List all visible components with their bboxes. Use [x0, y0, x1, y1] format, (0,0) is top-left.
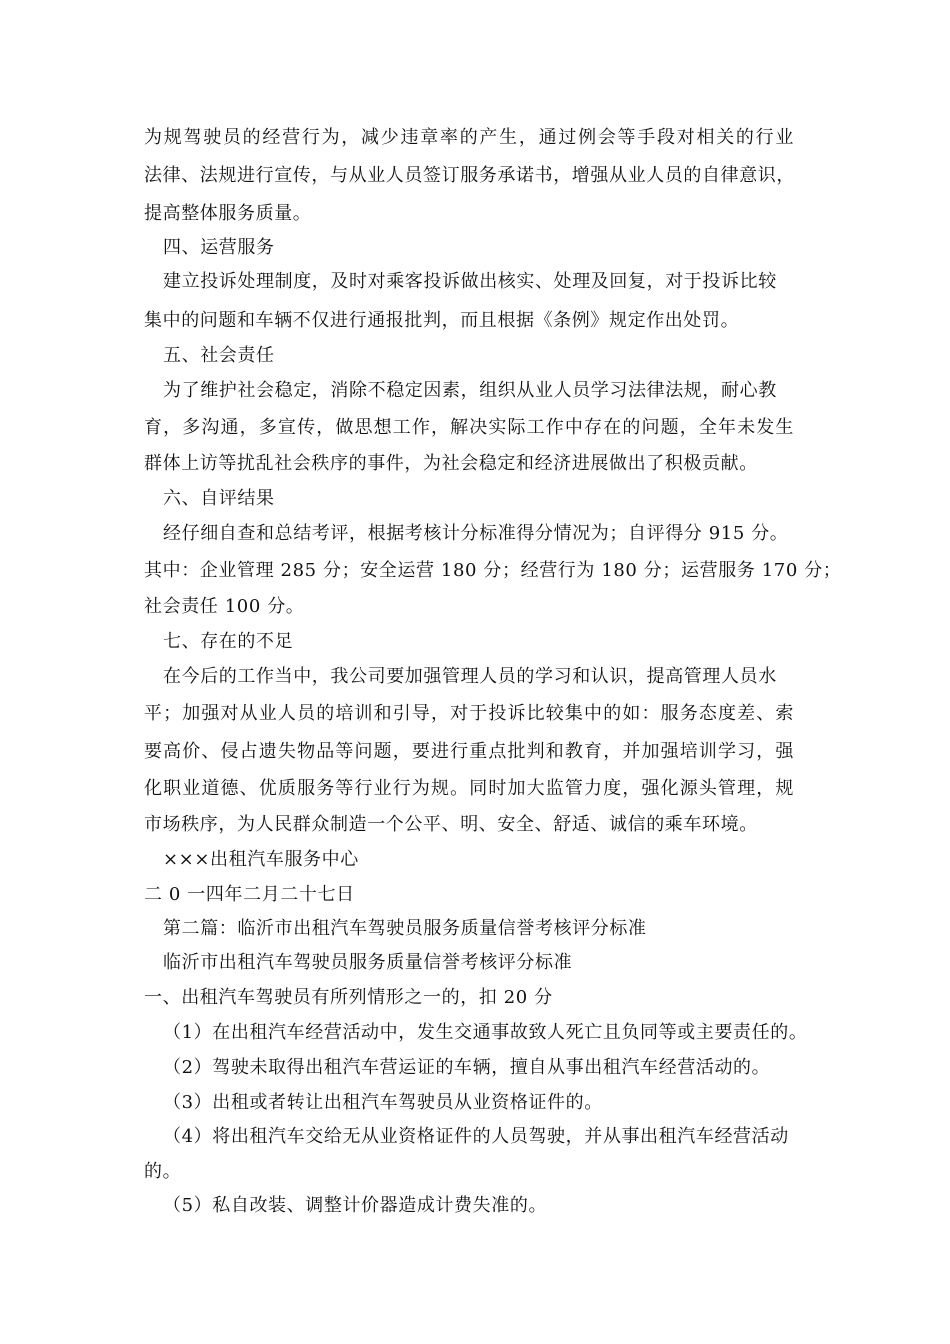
paragraph-line: 其中：企业管理 285 分；安全运营 180 分；经营行为 180 分；运营服务 170 分；: [144, 560, 842, 581]
document-date: 二 0 一四年二月二十七日: [144, 884, 355, 905]
paragraph-line: 法律、法规进行宣传，与从业人员签订服务承诺书，增强从业人员的自律意识，: [144, 165, 795, 186]
section-heading: 七、存在的不足: [163, 631, 294, 652]
section-heading: 四、运营服务: [163, 237, 275, 258]
part-heading: 第二篇：临沂市出租汽车驾驶员服务质量信誉考核评分标准: [163, 918, 647, 939]
list-item: （5）私自改装、调整计价器造成计费失准的。: [163, 1195, 548, 1216]
section-heading: 六、自评结果: [163, 488, 275, 509]
list-item: （3）出租或者转让出租汽车驾驶员从业资格证件的。: [163, 1092, 603, 1113]
section-heading: 五、社会责任: [163, 345, 275, 366]
list-item: （2）驾驶未取得出租汽车营运证的车辆，擅自从事出租汽车经营活动的。: [163, 1057, 771, 1078]
organization-signature: ×××出租汽车服务中心: [163, 849, 359, 870]
paragraph-line: 化职业道德、优质服务等行业行为规。同时加大监管力度，强化源头管理，规: [144, 778, 794, 799]
paragraph-line: 平；加强对从业人员的培训和引导，对于投诉比较集中的如：服务态度差、索: [144, 703, 794, 724]
paragraph-line: 群体上访等扰乱社会秩序的事件，为社会稳定和经济进展做出了积极贡献。: [144, 453, 758, 474]
document-title: 临沂市出租汽车驾驶员服务质量信誉考核评分标准: [163, 952, 573, 973]
list-item-continuation: 的。: [144, 1161, 182, 1182]
list-item: （4）将出租汽车交给无从业资格证件的人员驾驶，并从事出租汽车经营活动: [163, 1126, 789, 1147]
paragraph-line: 要高价、侵占遗失物品等问题，要进行重点批判和教育，并加强培训学习，强: [144, 741, 794, 762]
paragraph-line: 为了维护社会稳定，消除不稳定因素，组织从业人员学习法律法规，耐心教: [163, 380, 777, 401]
paragraph-line: 在今后的工作当中，我公司要加强管理人员的学习和认识，提高管理人员水: [163, 666, 777, 687]
paragraph-line: 为规驾驶员的经营行为，减少违章率的产生，通过例会等手段对相关的行业: [144, 127, 794, 148]
section-heading: 一、出租汽车驾驶员有所列情形之一的，扣 20 分: [144, 987, 553, 1008]
paragraph-line: 提高整体服务质量。: [144, 203, 312, 224]
paragraph-line: 市场秩序，为人民群众制造一个公平、明、安全、舒适、诚信的乘车环境。: [144, 814, 758, 835]
paragraph-line: 建立投诉处理制度，及时对乘客投诉做出核实、处理及回复，对于投诉比较: [163, 271, 777, 292]
paragraph-line: 经仔细自查和总结考评，根据考核计分标准得分情况为；自评得分 915 分。: [163, 523, 789, 544]
paragraph-line: 社会责任 100 分。: [144, 596, 305, 617]
list-item: （1）在出租汽车经营活动中，发生交通事故致人死亡且负同等或主要责任的。: [163, 1022, 808, 1043]
paragraph-line: 育，多沟通，多宣传，做思想工作，解决实际工作中存在的问题，全年未发生: [144, 417, 794, 438]
paragraph-line: 集中的问题和车辆不仅进行通报批判，而且根据《条例》规定作出处罚。: [144, 310, 740, 331]
